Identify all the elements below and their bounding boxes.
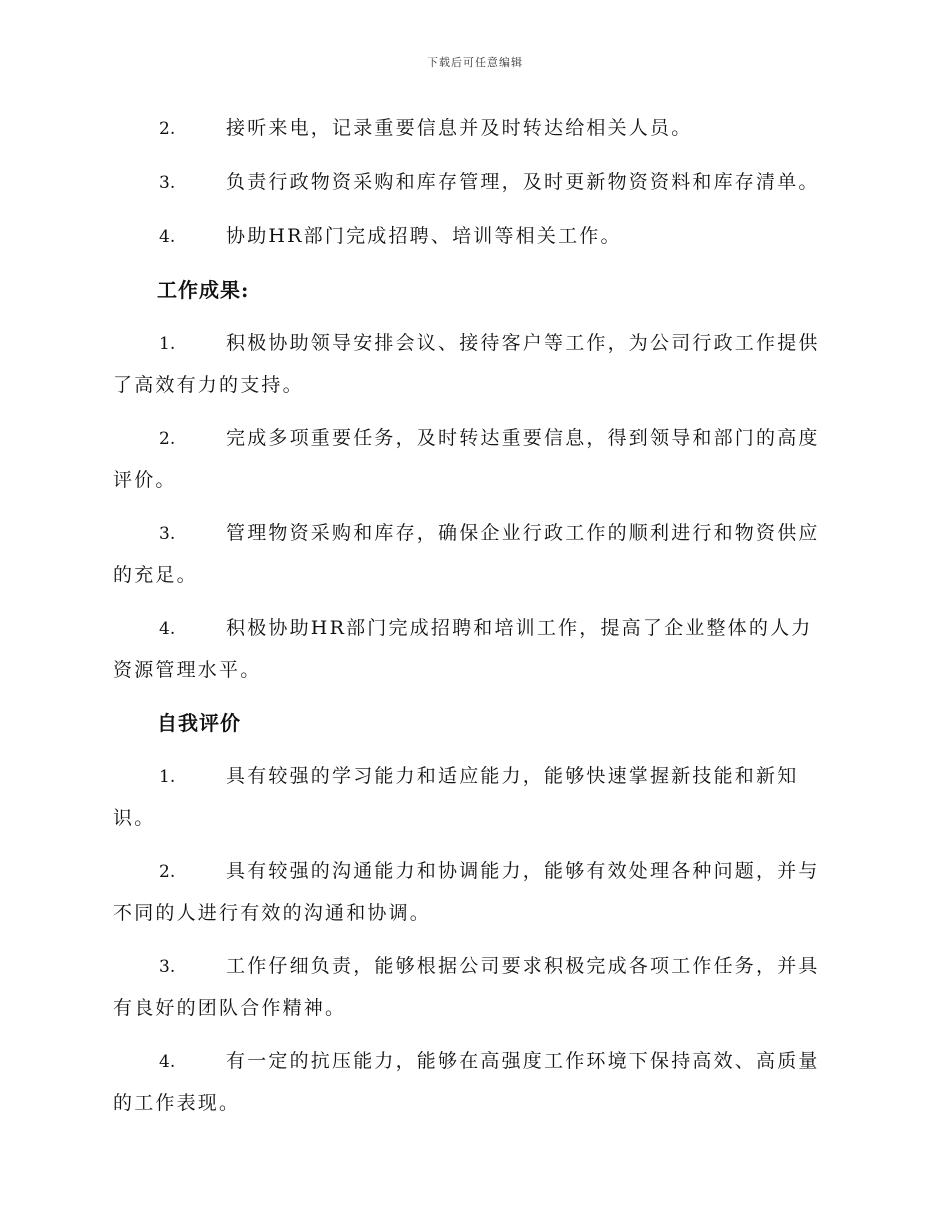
list-item — [113, 608, 833, 691]
document-body — [113, 108, 833, 1136]
list-item — [113, 1041, 833, 1124]
results-section — [113, 270, 833, 691]
list-item — [113, 216, 833, 258]
item-text: 管理物资采购和库存，确保企业行政工作的顺利进行和物资供应的充足。 — [113, 522, 820, 586]
section-heading: 工作成果: — [157, 278, 250, 302]
list-item — [113, 756, 833, 839]
item-number: 2. — [159, 119, 176, 139]
item-text: 具有较强的学习能力和适应能力，能够快速掌握新技能和新知识。 — [113, 765, 799, 829]
item-text: 接听来电，记录重要信息并及时转达给相关人员。 — [226, 117, 693, 139]
item-text: 协助HR部门完成招聘、培训等相关工作。 — [226, 225, 622, 247]
list-item — [113, 851, 833, 934]
page-header: 下载后可任意编辑 — [427, 56, 523, 69]
section-heading: 自我评价 — [157, 711, 241, 735]
item-number: 3. — [159, 957, 176, 977]
item-number: 1. — [159, 334, 176, 354]
item-text: 负责行政物资采购和库存管理，及时更新物资资料和库存清单。 — [226, 171, 820, 193]
item-number: 4. — [159, 1052, 176, 1072]
item-text: 完成多项重要任务，及时转达重要信息，得到领导和部门的高度评价。 — [113, 427, 820, 491]
list-item — [113, 946, 833, 1029]
item-text: 有一定的抗压能力，能够在高强度工作环境下保持高效、高质量的工作表现。 — [113, 1050, 820, 1114]
item-number: 4. — [159, 227, 176, 247]
item-number: 2. — [159, 429, 176, 449]
list-item — [113, 323, 833, 406]
item-text: 积极协助领导安排会议、接待客户等工作，为公司行政工作提供了高效有力的支持。 — [113, 332, 820, 396]
item-text: 工作仔细负责，能够根据公司要求积极完成各项工作任务，并具有良好的团队合作精神。 — [113, 955, 820, 1019]
item-text: 积极协助HR部门完成招聘和培训工作，提高了企业整体的人力资源管理水平。 — [113, 617, 813, 681]
list-item — [113, 418, 833, 501]
duties-section — [113, 108, 833, 258]
item-number: 4. — [159, 619, 176, 639]
list-item — [113, 108, 833, 150]
item-number: 2. — [159, 862, 176, 882]
list-item — [113, 162, 833, 204]
item-text: 具有较强的沟通能力和协调能力，能够有效处理各种问题，并与不同的人进行有效的沟通和协调。 — [113, 860, 820, 924]
list-item — [113, 513, 833, 596]
item-number: 3. — [159, 173, 176, 193]
self-evaluation-section — [113, 703, 833, 1124]
item-number: 3. — [159, 524, 176, 544]
item-number: 1. — [159, 767, 176, 787]
